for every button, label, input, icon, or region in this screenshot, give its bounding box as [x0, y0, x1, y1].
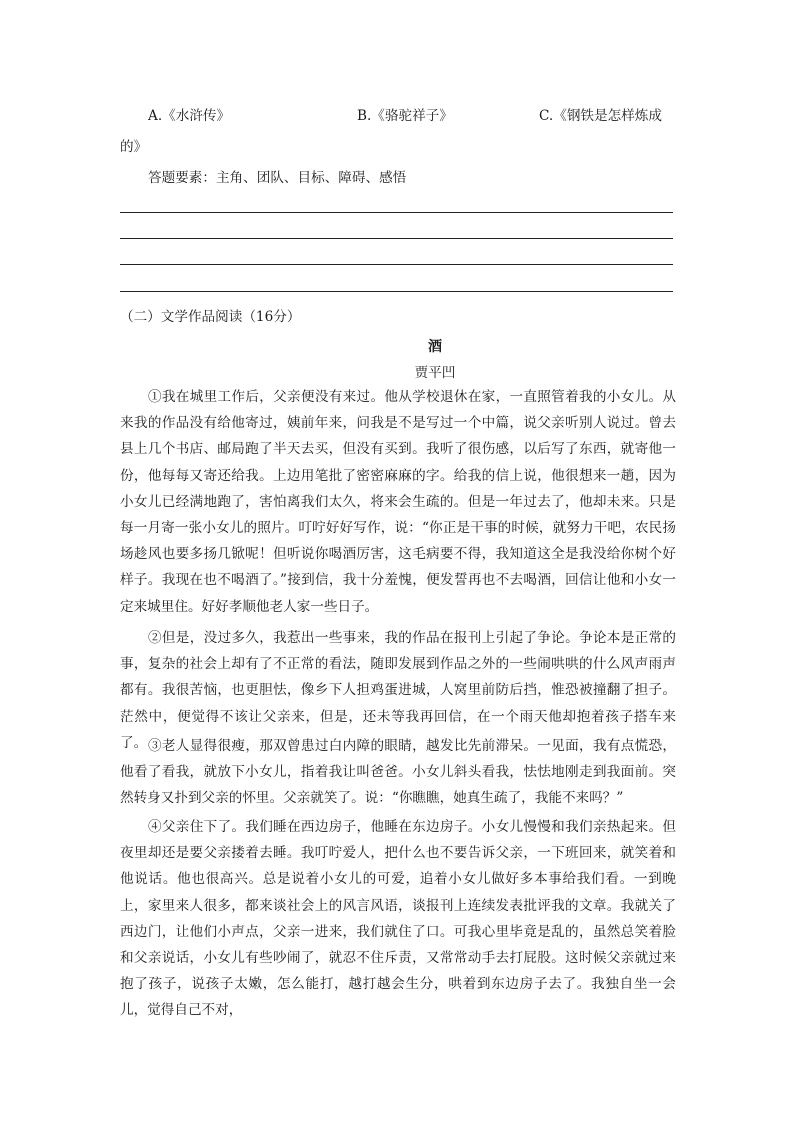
article-title: 酒	[428, 339, 442, 355]
article-author: 贾平凹	[414, 365, 456, 381]
answer-line-4	[120, 291, 673, 292]
answer-line-3	[120, 264, 673, 265]
paragraph-2: ②但是，没过多久，我惹出一些事来，我的作品在报刊上引起了争论。争论本是正常的事，复杂的社会上却有了不正常的看法，随即发展到作品之外的一些闹哄哄的什么风声雨声都有。我很苦恼，也更胆怯，像乡下人担鸡蛋进城，人窝里前防后挡，惟恐被撞翻了担子。茫然中，便觉得不该让父亲来，但是，还未等我再回信，在一个雨天他却抱着孩子搭车来了。	[120, 630, 676, 751]
answer-line-2	[120, 238, 673, 239]
paragraph-1: ①我在城里工作后，父亲便没有来过。他从学校退休在家，一直照管着我的小女儿。从来我的作品没有给他寄过，姨前年来，问我是不是写过一个中篇，说父亲听别人说过。曾去县上几个书店、邮局跑了半天去买，但没有买到。我听了很伤感，以后写了东西，就寄他一份，他每每又寄还给我。上边用笔批了密密麻麻的字。给我的信上说，他很想来一趟，因为小女儿已经满地跑了，害怕离我们太久，将来会生疏的。但是一年过去了，他却未来。只是每一月寄一张小女儿的照片。叮咛好好写作，说：“你正是干事的时候，就努力干吧，农民扬场趁风也要多扬几锨呢！但听说你喝酒厉害，这毛病要不得，我知道这全是我没给你树个好样子。我现在也不喝酒了。”接到信，我十分羞愧，便发誓再也不去喝酒，回信让他和小女一定来城里住。好好孝顺他老人家一些日子。	[120, 389, 676, 615]
paragraph-4: ④父亲住下了。我们睡在西边房子，他睡在东边房子。小女儿慢慢和我们亲热起来。但夜里却还是要父亲搂着去睡。我叮咛爱人，把什么也不要告诉父亲，一下班回来，就笑着和他说话。他也很高兴。总是说着小女儿的可爱，追着小女儿做好多本事给我们看。一到晚上，家里来人很多，都来谈社会上的风言风语，谈报刊上连续发表批评我的文章。我就关了西边门，让他们小声点，父亲一进来，我们就住了口。可我心里毕竟是乱的，虽然总笑着脸和父亲说话，小女儿有些吵闹了，就忍不住斥责，又常常动手去打屁股。这时候父亲就过来抱了孩子，说孩子太嫩，怎么能打，越打越会生分，哄着到东边房子去了。我独自坐一会儿，觉得自己不对，	[120, 819, 676, 1019]
answer-elements: 答题要素：主角、团队、目标、障碍、感悟	[148, 170, 407, 186]
option-a: A.《水浒传》	[148, 108, 231, 124]
answer-line-1	[120, 212, 673, 213]
option-c: C.《钢铁是怎样炼成	[539, 108, 662, 124]
paragraph-3: ③老人显得很瘦，那双曾患过白内障的眼睛，越发比先前滞呆。一见面，我有点慌恐，他看了看我，就放下小女儿，指着我让叫爸爸。小女儿斜头看我，怯怯地刚走到我面前。突然转身又扑到父亲的怀里。父亲就笑了。说：“你瞧瞧，她真生疏了，我能不来吗？”	[120, 738, 676, 807]
option-c-continued: 的》	[120, 139, 148, 155]
option-b: B.《骆驼祥子》	[357, 108, 453, 124]
section-title: （二）文学作品阅读（16分）	[120, 309, 301, 325]
